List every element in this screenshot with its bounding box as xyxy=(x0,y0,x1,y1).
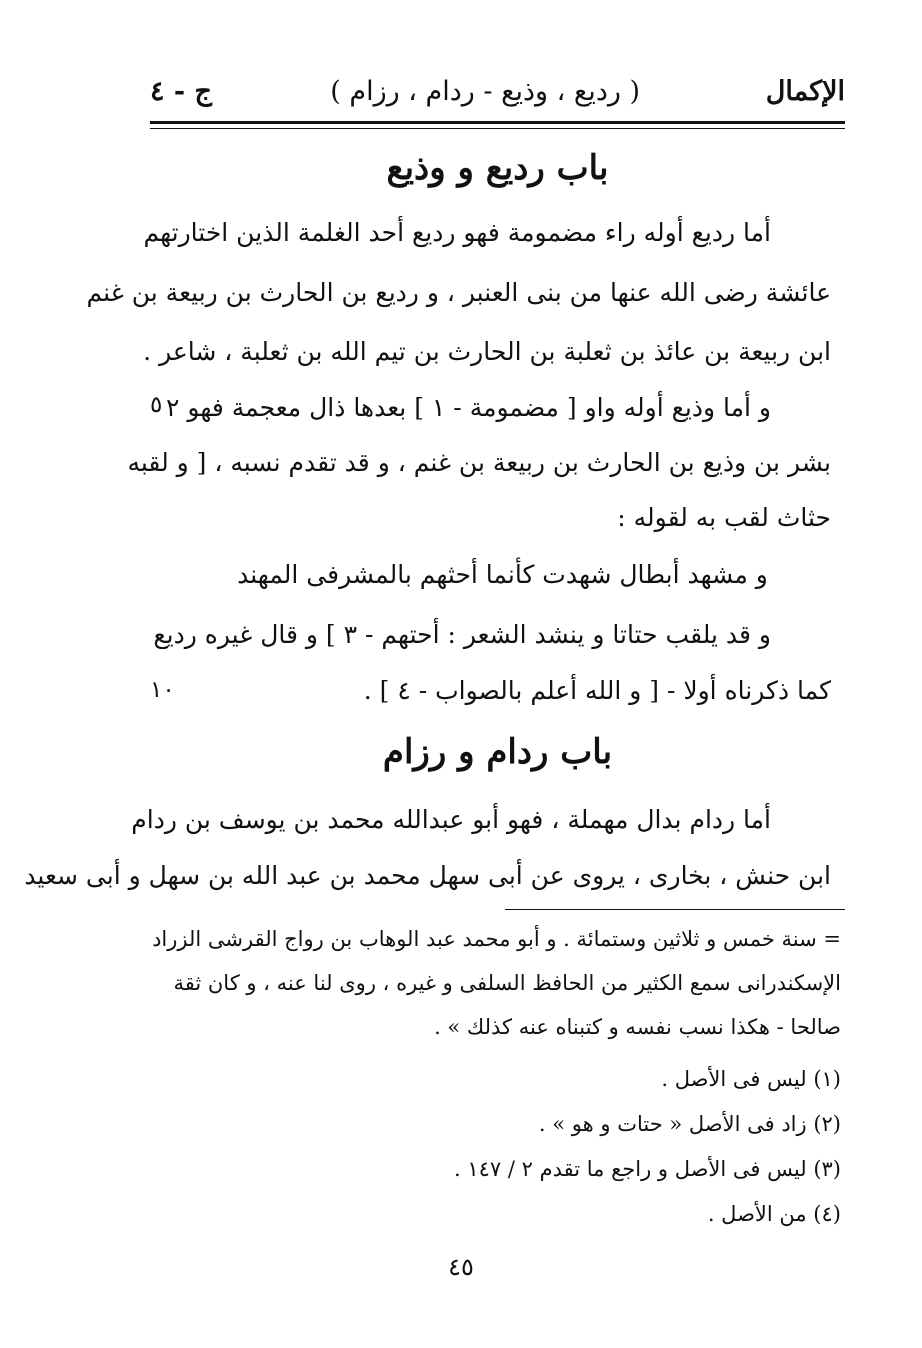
body-line: عائشة رضى الله عنها من بنى العنبر ، و رديع بن الحارث بن ربيعة بن غنم xyxy=(86,278,831,307)
footnote-rule xyxy=(505,909,845,910)
body-line: حثاث لقب به لقوله : xyxy=(617,503,831,532)
header-rule-thick xyxy=(150,121,845,124)
footnote-continuation-line: الإسكندرانى سمع الكثير من الحافظ السلفى و غيره ، روى لنا عنه ، و كان ثقة xyxy=(173,971,841,995)
chapter-title-1: باب رديع و وذيع xyxy=(386,148,609,188)
body-line: كما ذكرناه أولا - [ و الله أعلم بالصواب - ٤ ] . xyxy=(363,676,831,705)
body-line: و أما وذيع أوله واو [ مضمومة - ١ ] بعدها ذال معجمة فهو ٢ xyxy=(166,393,771,422)
running-header xyxy=(150,72,845,116)
page-number: ٤٥ xyxy=(448,1253,474,1281)
body-line: ابن حنش ، بخارى ، يروى عن أبى سهل محمد بن عبد الله بن سهل و أبى سعيد xyxy=(24,861,831,890)
margin-line-number-5: ٥ xyxy=(150,392,163,418)
footnote-2: (٢) زاد فى الأصل « حتات و هو » . xyxy=(538,1112,841,1136)
verse-line: و مشهد أبطال شهدت كأنما أحثهم بالمشرفى المهند xyxy=(237,560,768,589)
chapter-title-2: باب ردام و رزام xyxy=(382,732,613,772)
footnote-3: (٣) ليس فى الأصل و راجع ما تقدم ٢ / ١٤٧ . xyxy=(453,1157,841,1181)
margin-line-number-10: ١٠ xyxy=(150,677,175,703)
header-rule-thin xyxy=(150,128,845,129)
section-range: ( رديع ، وذيع - ردام ، رزام ) xyxy=(330,76,640,107)
footnote-1: (١) ليس فى الأصل . xyxy=(661,1067,841,1091)
footnote-continuation-line: صالحا - هكذا نسب نفسه و كتبناه عنه كذلك » . xyxy=(434,1015,841,1039)
body-line: أما رديع أوله راء مضمومة فهو رديع أحد الغلمة الذين اختارتهم xyxy=(143,218,771,247)
body-line: ابن ربيعة بن عائذ بن ثعلبة بن الحارث بن تيم الله بن ثعلبة ، شاعر . xyxy=(143,337,831,366)
book-title: الإكمال xyxy=(765,76,845,107)
body-line: أما ردام بدال مهملة ، فهو أبو عبدالله محمد بن يوسف بن ردام xyxy=(131,805,771,834)
footnote-continuation-line: = سنة خمس و ثلاثين وستمائة . و أبو محمد عبد الوهاب بن رواج القرشى الزراد xyxy=(152,927,841,951)
footnote-4: (٤) من الأصل . xyxy=(707,1202,841,1226)
body-line: و قد يلقب حتاتا و ينشد الشعر : أحتهم - ٣ ] و قال غيره رديع xyxy=(153,620,771,649)
body-line: بشر بن وذيع بن الحارث بن ربيعة بن غنم ، و قد تقدم نسبه ، [ و لقبه xyxy=(127,448,831,477)
volume-label: ج - ٤ xyxy=(150,76,212,107)
